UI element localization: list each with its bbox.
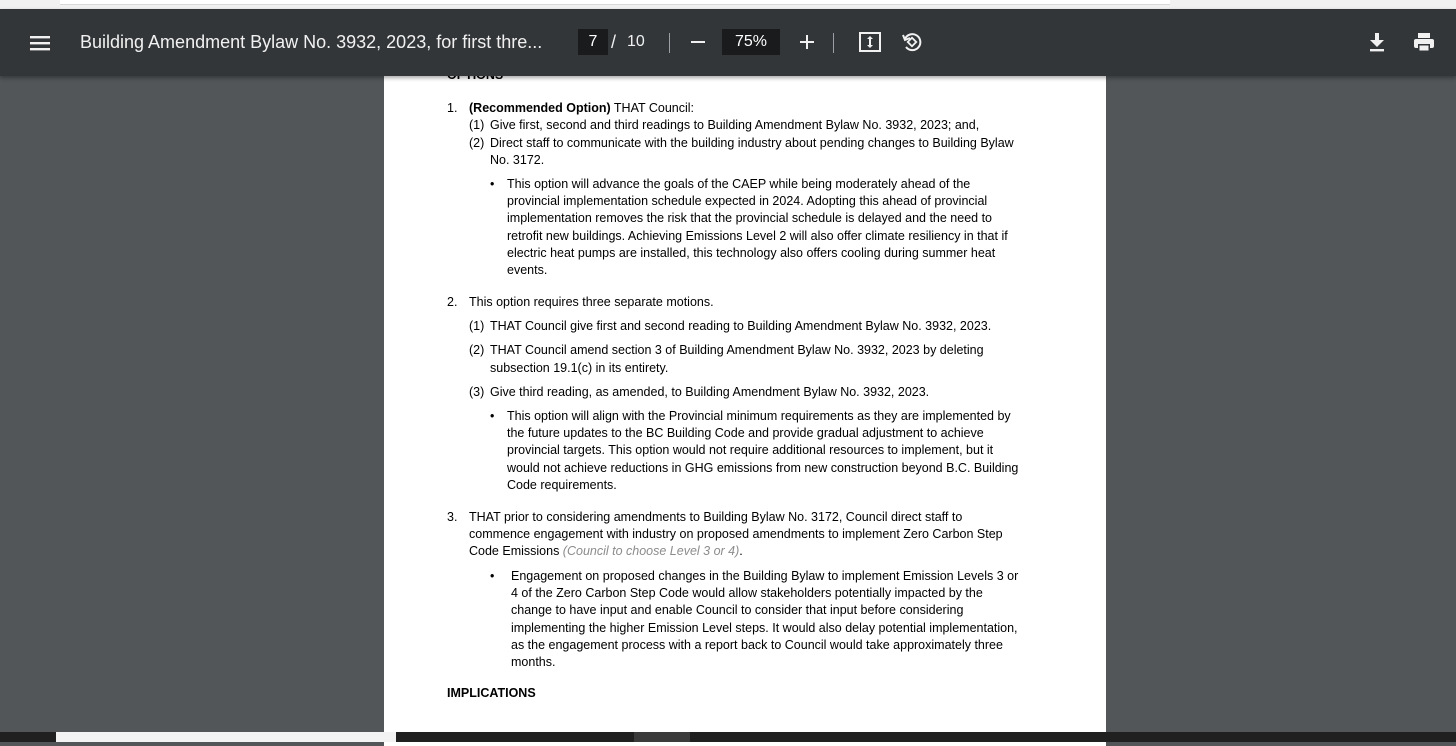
toolbar-divider bbox=[833, 33, 834, 53]
list-number: 3. bbox=[447, 510, 458, 524]
menu-button[interactable] bbox=[25, 29, 55, 57]
list-item-cont: subsection 19.1(c) in its entirety. bbox=[490, 361, 669, 375]
taskbar bbox=[0, 732, 1456, 742]
fit-to-page-button[interactable] bbox=[856, 28, 884, 56]
text-line: provincial implementation schedule expected in 2024. Adopting this ahead of provincial bbox=[507, 194, 988, 209]
text-line: provincial targets. This option would not require additional resources to implement, but it bbox=[507, 443, 994, 458]
download-icon bbox=[1367, 31, 1387, 53]
text-line: 4 of the Zero Carbon Step Code would allow stakeholders potentially impacted by the bbox=[511, 586, 983, 601]
recommended-label: (Recommended Option) bbox=[469, 101, 611, 115]
option-2-text: This option requires three separate motions. bbox=[469, 295, 714, 309]
list-item: Give third reading, as amended, to Building Amendment Bylaw No. 3932, 2023. bbox=[490, 385, 930, 399]
rotate-button[interactable] bbox=[898, 28, 926, 56]
toolbar-divider bbox=[669, 33, 670, 53]
text-line: retrofit new buildings. Achieving Emissions Level 2 will also offer climate resiliency in that if bbox=[507, 228, 1008, 243]
print-button[interactable] bbox=[1409, 28, 1439, 56]
sublist-number: (2) bbox=[469, 343, 485, 357]
taskbar-window-thumbnail[interactable] bbox=[56, 732, 396, 742]
list-number: 1. bbox=[447, 101, 458, 115]
text-line: change to have input and enable Council to consider that input before considering bbox=[511, 603, 964, 618]
fit-page-icon bbox=[858, 31, 882, 53]
print-icon bbox=[1412, 31, 1436, 53]
pdf-toolbar bbox=[0, 9, 1456, 76]
list-item: Give first, second and third readings to Building Amendment Bylaw No. 3932, 2023; and, bbox=[490, 118, 980, 132]
text-line: events. bbox=[507, 263, 548, 278]
sublist-number: (2) bbox=[469, 136, 485, 150]
text-line: would not achieve reductions in GHG emissions from new construction beyond B.C. Building bbox=[507, 460, 1019, 475]
text-line: This option will align with the Provincial minimum requirements as they are implemented by bbox=[507, 409, 1011, 423]
bullet-text-option-3 bbox=[511, 568, 1018, 671]
text-line: as the engagement process with a report back to Council would take approximately three bbox=[511, 637, 1003, 652]
bullet: • bbox=[490, 177, 495, 191]
council-note: (Council to choose Level 3 or 4) bbox=[562, 544, 740, 559]
text-line: implementation removes the risk that the provincial schedule is delayed and the need to bbox=[507, 211, 993, 226]
bullet-text-option-2 bbox=[507, 408, 1018, 494]
pdf-page bbox=[384, 66, 1106, 746]
browser-top-strip bbox=[0, 0, 1456, 9]
text-line: THAT prior to considering amendments to Building Bylaw No. 3172, Council direct staff to bbox=[469, 510, 963, 524]
download-button[interactable] bbox=[1363, 28, 1391, 56]
text-line: Engagement on proposed changes in the Building Bylaw to implement Emission Levels 3 or bbox=[511, 569, 1019, 583]
text-line: This option will advance the goals of the CAEP while being moderately ahead of the bbox=[507, 177, 971, 191]
text-line: Code requirements. bbox=[507, 477, 617, 492]
rotate-icon bbox=[900, 30, 924, 54]
list-item: THAT Council give first and second reading to Building Amendment Bylaw No. 3932, 2023. bbox=[490, 319, 992, 333]
option-3-text bbox=[469, 509, 1003, 561]
text-span: Code Emissions bbox=[469, 544, 563, 559]
menu-icon bbox=[29, 34, 51, 52]
bullet-text-option-1 bbox=[507, 176, 1008, 279]
zoom-level-input[interactable]: 75% bbox=[722, 29, 780, 55]
text-span: . bbox=[739, 544, 743, 559]
text-line: the future updates to the BC Building Code and provide gradual adjustment to achieve bbox=[507, 426, 984, 441]
sublist-number: (3) bbox=[469, 385, 485, 399]
page-separator: / bbox=[611, 32, 617, 52]
list-item: Direct staff to communicate with the building industry about pending changes to Building Bylaw bbox=[490, 136, 1014, 150]
zoom-in-icon bbox=[798, 33, 816, 51]
text-line bbox=[469, 543, 1003, 560]
bullet: • bbox=[490, 569, 495, 583]
list-item: THAT Council amend section 3 of Building Amendment Bylaw No. 3932, 2023 by deleting bbox=[490, 343, 984, 357]
text-line: commence engagement with industry on proposed amendments to implement Zero Carbon Step bbox=[469, 527, 1003, 542]
zoom-out-button[interactable] bbox=[686, 29, 710, 55]
bullet: • bbox=[490, 409, 495, 423]
list-number: 2. bbox=[447, 295, 458, 309]
sublist-number: (1) bbox=[469, 319, 485, 333]
text-line: implementing the higher Emission Level steps. It would also delay potential implementation, bbox=[511, 620, 1018, 635]
implications-heading: IMPLICATIONS bbox=[447, 686, 536, 700]
pdf-viewer[interactable] bbox=[0, 76, 1456, 732]
page-total: 10 bbox=[627, 33, 645, 50]
page-number-input[interactable]: 7 bbox=[578, 29, 608, 55]
document-title: Building Amendment Bylaw No. 3932, 2023, for first thre... bbox=[80, 32, 543, 52]
option-1-text: THAT Council: bbox=[610, 101, 695, 115]
text-line: months. bbox=[511, 655, 556, 670]
zoom-out-icon bbox=[689, 33, 707, 51]
zoom-in-button[interactable] bbox=[795, 29, 819, 55]
taskbar-button[interactable] bbox=[634, 732, 690, 742]
browser-tab-edge bbox=[60, 0, 1170, 5]
list-item-cont: No. 3172. bbox=[490, 153, 545, 167]
option-1-heading bbox=[469, 100, 694, 117]
text-line: electric heat pumps are installed, this technology also offers cooling during summer heat bbox=[507, 245, 996, 260]
sublist-number: (1) bbox=[469, 118, 485, 132]
